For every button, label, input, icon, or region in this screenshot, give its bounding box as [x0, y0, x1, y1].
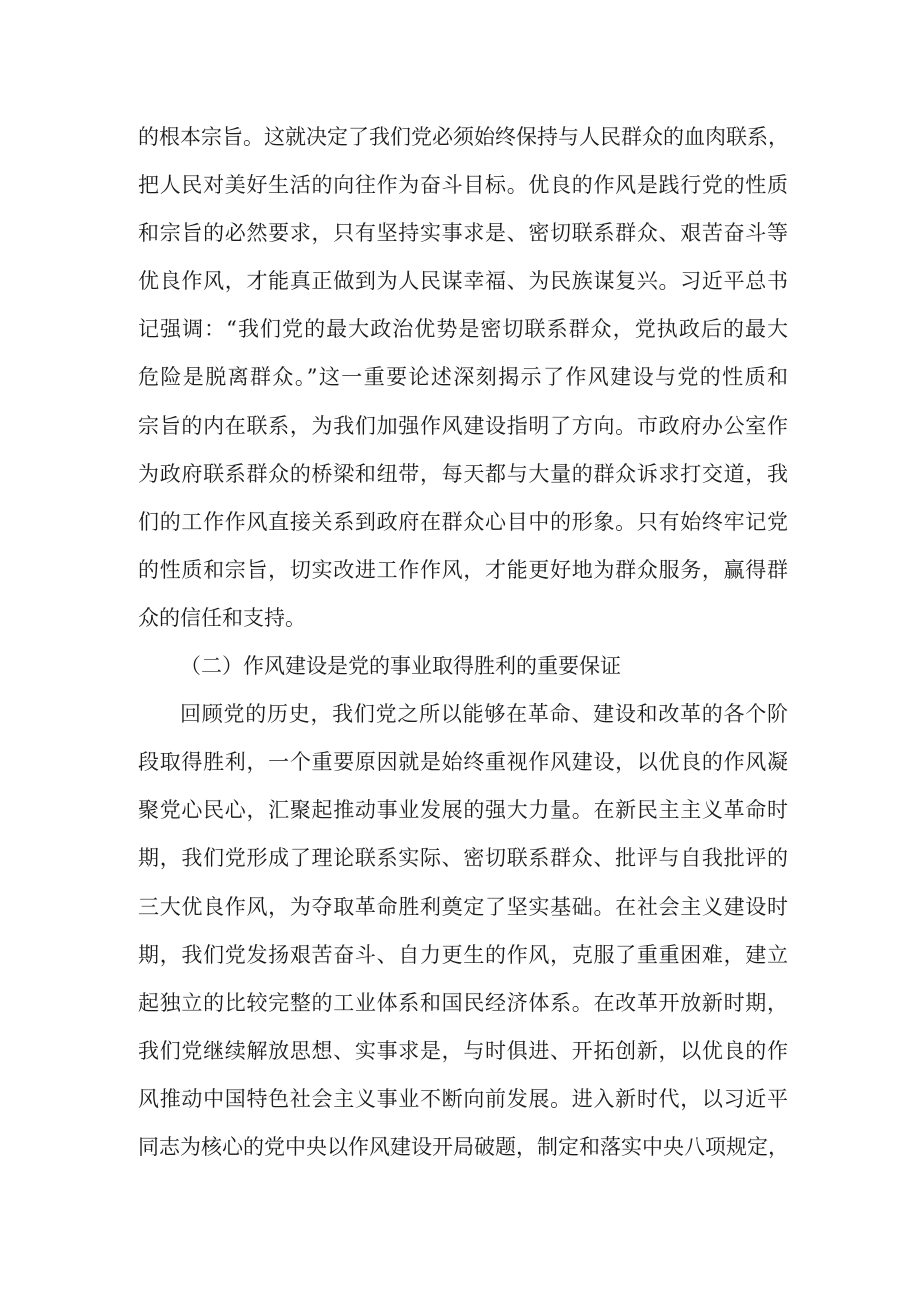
- paragraph-1-line: 把人民对美好生活的向往作为奋斗目标。优良的作风是践行党的性质: [138, 173, 788, 198]
- paragraph-1-line: 的性质和宗旨，切实改进工作作风，才能更好地为群众服务，赢得群: [138, 557, 788, 582]
- paragraph-2-line: 期，我们党形成了理论联系实际、密切联系群众、批评与自我批评的: [138, 846, 788, 871]
- section-heading: （二）作风建设是党的事业取得胜利的重要保证: [180, 654, 621, 679]
- paragraph-2-line: 起独立的比较完整的工业体系和国民经济体系。在改革开放新时期，: [138, 990, 788, 1015]
- paragraph-1-line: 们的工作作风直接关系到政府在群众心目中的形象。只有始终牢记党: [138, 509, 788, 534]
- paragraph-1-line: 记强调：“我们党的最大政治优势是密切联系群众，党执政后的最大: [138, 317, 788, 342]
- paragraph-1-line: 的根本宗旨。这就决定了我们党必须始终保持与人民群众的血肉联系，: [138, 125, 789, 149]
- paragraph-1-line: 和宗旨的必然要求，只有坚持实事求是、密切联系群众、艰苦奋斗等: [138, 221, 788, 246]
- document-body: [138, 113, 788, 1171]
- paragraph-2-line: 三大优良作风，为夺取革命胜利奠定了坚实基础。在社会主义建设时: [138, 894, 788, 919]
- paragraph-2: [138, 690, 788, 1171]
- paragraph-2-line: 回顾党的历史，我们党之所以能够在革命、建设和改革的各个阶: [180, 702, 788, 727]
- paragraph-1-line: 优良作风，才能真正做到为人民谋幸福、为民族谋复兴。习近平总书: [138, 269, 788, 294]
- paragraph-1-line: 宗旨的内在联系，为我们加强作风建设指明了方向。市政府办公室作: [138, 413, 788, 438]
- paragraph-2-line: 我们党继续解放思想、实事求是，与时俱进、开拓创新，以优良的作: [138, 1038, 788, 1063]
- paragraph-1: [138, 113, 788, 642]
- paragraph-2-line: 风推动中国特色社会主义事业不断向前发展。进入新时代，以习近平: [138, 1086, 788, 1111]
- paragraph-2-line: 期，我们党发扬艰苦奋斗、自力更生的作风，克服了重重困难，建立: [138, 942, 788, 967]
- paragraph-1-line: 危险是脱离群众。”这一重要论述深刻揭示了作风建设与党的性质和: [138, 365, 788, 390]
- paragraph-2-line: 段取得胜利，一个重要原因就是始终重视作风建设，以优良的作风凝: [138, 750, 788, 775]
- paragraph-2-line: 同志为核心的党中央以作风建设开局破题，制定和落实中央八项规定，: [138, 1134, 789, 1159]
- paragraph-1-line: 众的信任和支持。: [138, 605, 306, 630]
- paragraph-1-line: 为政府联系群众的桥梁和纽带，每天都与大量的群众诉求打交道，我: [138, 461, 788, 486]
- paragraph-2-line: 聚党心民心，汇聚起推动事业发展的强大力量。在新民主主义革命时: [138, 798, 788, 823]
